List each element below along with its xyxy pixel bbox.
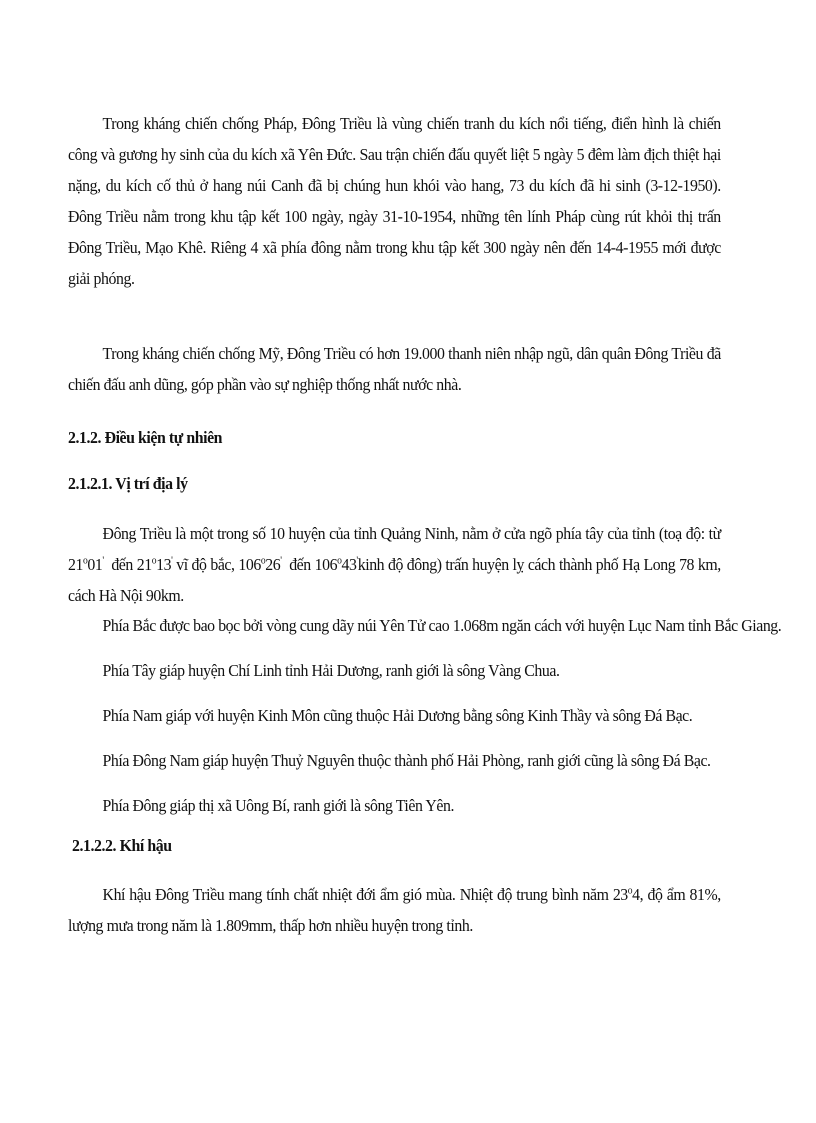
minute-mark: ' [102, 555, 104, 567]
heading-geographic-location: 2.1.2.1. Vị trí địa lý [68, 474, 188, 493]
location-intro: Đông Triều là một trong số 10 huyện của tỉnh Quảng Ninh, nằm ở cửa ngõ phía tây của tỉnh (toạ độ: từ 21 [68, 524, 721, 574]
degree-mark: o [260, 555, 266, 567]
coord-lat-end-min: 13 [156, 555, 172, 574]
paragraph-climate [68, 879, 721, 941]
lon-suffix: kinh độ đông) trấn huyện lỵ cách thành phố Hạ Long 78 km, cách Hà Nội 90km. [68, 555, 721, 605]
border-north: Phía Bắc được bao bọc bởi vòng cung dãy núi Yên Tử cao 1.068m ngăn cách với huyện Lục Nam tỉnh Bắc Giang. [102, 616, 782, 635]
degree-mark: o [337, 555, 342, 567]
degree-mark: o [627, 885, 633, 897]
climate-text-after: 4, độ ẩm 81%, lượng mưa trong năm là 1.809mm, thấp hơn nhiều huyện trong tỉnh. [68, 885, 721, 935]
coord-lon-end-min: 43 [341, 555, 357, 574]
heading-natural-conditions: 2.1.2. Điều kiện tự nhiên [68, 428, 223, 447]
heading-climate: 2.1.2.2. Khí hậu [72, 836, 172, 855]
minute-mark: ' [171, 555, 173, 567]
coord-lat-start-min: 01 [87, 555, 103, 574]
paragraph-resistance-america: Trong kháng chiến chống Mỹ, Đông Triều có hơn 19.000 thanh niên nhập ngũ, dân quân Đông Triều đã chiến đấu anh dũng, góp phần vào sự nghiệp thống nhất nước nhà. [68, 344, 721, 394]
paragraph-location [68, 518, 721, 611]
coord-lon-start-min: 26 [265, 555, 281, 574]
to-word: đến [111, 555, 133, 574]
border-southeast: Phía Đông Nam giáp huyện Thuỷ Nguyên thuộc thành phố Hải Phòng, ranh giới cũng là sông Đá Bạc. [102, 751, 711, 770]
lat-suffix: vĩ độ bắc, 106 [176, 555, 261, 574]
coord-lon-end: đến 106 [289, 555, 338, 574]
climate-text-before: Khí hậu Đông Triều mang tính chất nhiệt đới ẩm gió mùa. Nhiệt độ trung bình năm 23 [102, 885, 628, 904]
coord-lat-end-deg: 21 [136, 555, 152, 574]
degree-mark: o [151, 555, 157, 567]
minute-mark: ' [356, 555, 358, 567]
paragraph-resistance-france: Trong kháng chiến chống Pháp, Đông Triều là vùng chiến tranh du kích nổi tiếng, điển hình là chiến công và gương hy sinh của du kích xã Yên Đức. Sau trận chiến đấu quyết liệt 5 ngày 5 đêm làm địch thiệt hại nặng, du kích cố thủ ở hang núi Canh đã bị chúng hun khói vào hang, 73 du kích đã hi sinh (3-12-1950). Đông Triều nằm trong khu tập kết 100 ngày, ngày 31-10-1954, những tên lính Pháp cùng rút khỏi thị trấn Đông Triều, Mạo Khê. Riêng 4 xã phía đông nằm trong khu tập kết 300 ngày nên đến 14-4-1955 mới được giải phóng. [68, 114, 721, 288]
border-west: Phía Tây giáp huyện Chí Linh tỉnh Hải Dương, ranh giới là sông Vàng Chua. [102, 661, 560, 680]
border-east: Phía Đông giáp thị xã Uông Bí, ranh giới là sông Tiên Yên. [102, 796, 455, 815]
minute-mark: ' [280, 555, 282, 567]
degree-mark: o [82, 555, 88, 567]
border-south: Phía Nam giáp với huyện Kinh Môn cũng thuộc Hải Dương bằng sông Kinh Thầy và sông Đá Bạc. [102, 706, 693, 725]
